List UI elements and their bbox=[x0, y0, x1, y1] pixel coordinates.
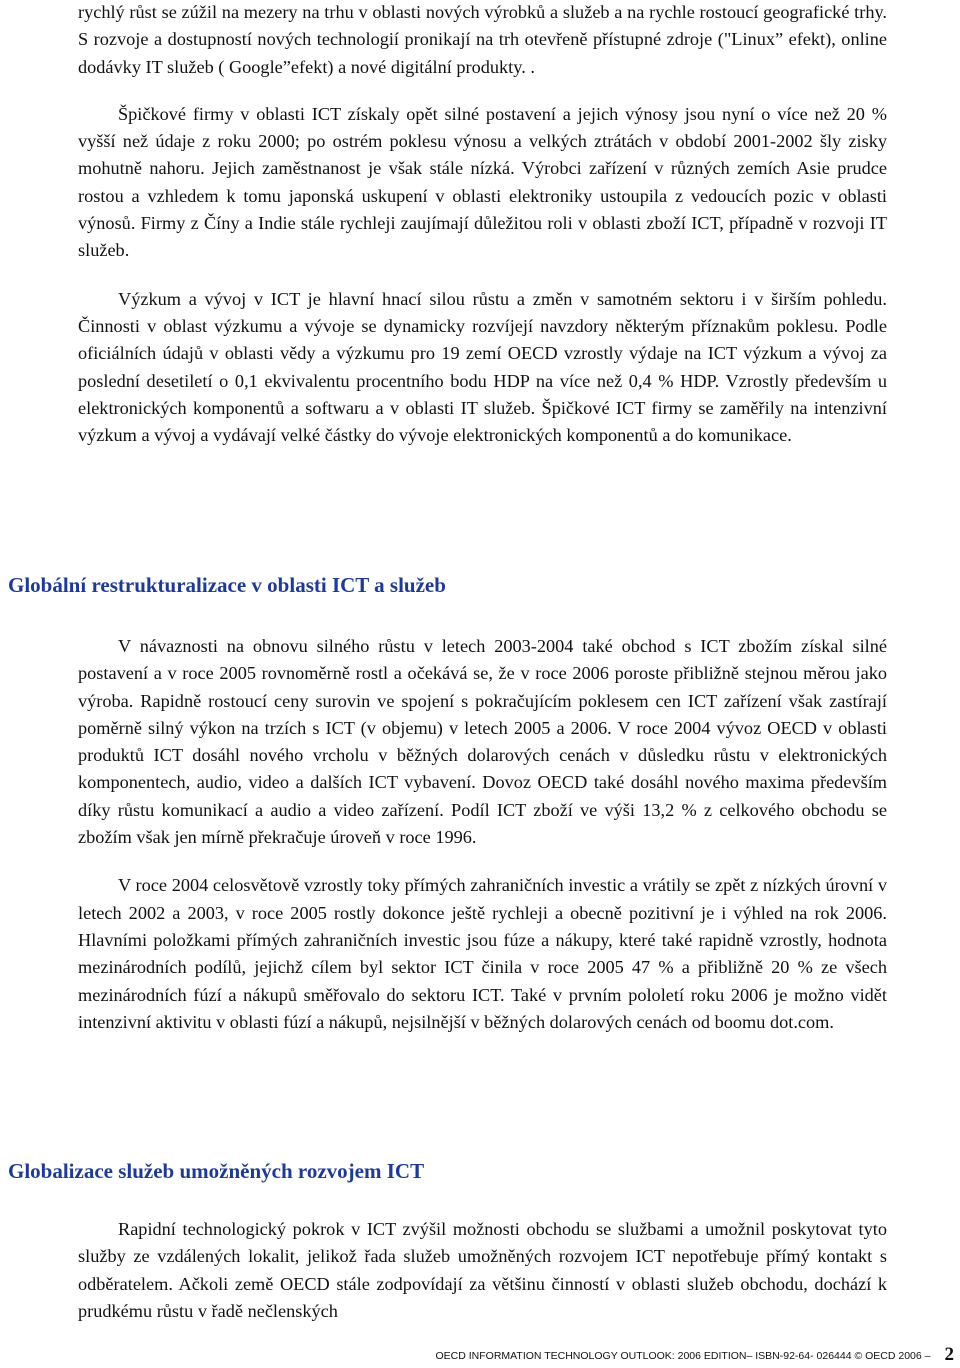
body-text-bottom bbox=[78, 1216, 887, 1325]
paragraph-services: Rapidní technologický pokrok v ICT zvýšil možnosti obchodu se službami a umožnil poskytovat tyto služby ze vzdálených lokalit, jelikož řada služeb umožněných rozvojem ICT nepotřebuje přímý kontakt s odběratelem. Ačkoli země OECD stále zodpovídají za většinu činností v oblasti služeb obchodu, dochází k prudkému růstu v řadě nečlenských bbox=[78, 1219, 887, 1321]
paragraph-ict-firms: Špičkové firmy v oblasti ICT získaly opět silné postavení a jejich výnosy jsou nyní o více než 20 % vyšší než údaje z roku 2000; po ostrém poklesu výnosu a velkých ztrátách v období 2001-2002 šly zisky mohutně nahoru. Jejich zaměstnanost je však stále nízká. Výrobci zařízení v různých zemích Asie prudce rostou a vzhledem k tomu japonská uskupení v oblasti elektroniky ustoupila z vedoucích pozic v oblasti výnosů. Firmy z Číny a Indie stále rychleji zaujímají důležitou roli v oblasti zboží ICT, případně v rozvoji IT služeb. bbox=[78, 103, 887, 261]
body-text-top bbox=[78, 0, 887, 449]
paragraph-investment: V roce 2004 celosvětově vzrostly toky přímých zahraničních investic a vrátily se zpět z nízkých úrovní v letech 2002 a 2003, v roce 2005 rostly dokonce ještě rychleji a obecně pozitivní je i výhled na rok 2006. Hlavními položkami přímých zahraničních investic jsou fúze a nákupy, které také rapidně vzrostly, hodnota mezinárodních podílů, jejichž cílem byl sektor ICT činila v roce 2005 47 % a přibližně 20 % ze všech mezinárodních fúzí a nákupů směřovalo do sektoru ICT. Také v prvním pololetí roku 2006 je možno vidět intenzivní aktivitu v oblasti fúzí a nákupů, nejsilnější v běžných dolarových cenách od boomu dot.com. bbox=[78, 875, 887, 1032]
body-text-mid bbox=[78, 600, 887, 1036]
paragraph-trade: V návaznosti na obnovu silného růstu v letech 2003-2004 také obchod s ICT zbožím získal silné postavení a v roce 2005 rovnoměrně rostl a očekává se, že v roce 2006 poroste přibližně stejnou měrou jako výroba. Rapidně rostoucí ceny surovin ve spojení s pokračujícím poklesem cen ICT zařízení však zastírají poměrně silný výkon na trzích s ICT (v objemu) v letech 2005 a 2006. V roce 2004 vývoz OECD v oblasti produktů ICT dosáhl nového vrcholu v běžných dolarových cenách v důsledku růstu v elektronických komponentech, audio, video a dalších ICT vybavení. Dovoz OECD také dosáhl nového maxima především díky růstu komunikací a audio a video zařízení. Podíl ICT zboží ve výši 13,2 % z celkového obchodu se zbožím však jen mírně překračuje úroveň v roce 1996. bbox=[78, 636, 887, 848]
section-heading-restructuring: Globální restrukturalizace v oblasti ICT a služeb bbox=[8, 573, 446, 597]
footer-citation: OECD INFORMATION TECHNOLOGY OUTLOOK: 2006 EDITION– ISBN-92-64- 026444 © OECD 2006 – bbox=[435, 1350, 931, 1362]
paragraph-continued: rychlý růst se zúžil na mezery na trhu v oblasti nových výrobků a služeb a na rychle rostoucí geografické trhy. S rozvoje a dostupností nových technologií pronikají na trh otevřeně přístupné zdroje ("Linux” efekt), online dodávky IT služeb ( Google”efekt) a nové digitální produkty. . bbox=[78, 2, 887, 77]
section-heading-globalization: Globalizace služeb umožněných rozvojem ICT bbox=[8, 1159, 425, 1183]
page-number: 2 bbox=[944, 1344, 954, 1365]
paragraph-research: Výzkum a vývoj v ICT je hlavní hnací silou růstu a změn v samotném sektoru i v širším pohledu. Činnosti v oblast výzkumu a vývoje se dynamicky rozvíjejí navzdory některým příznakům poklesu. Podle oficiálních údajů v oblasti vědy a výzkumu pro 19 zemí OECD vzrostly výdaje na ICT výzkum a vývoj za poslední desetiletí o 0,1 ekvivalentu procentního bodu HDP na více než 0,4 % HDP. Vzrostly především u elektronických komponentů a softwaru a v oblasti IT služeb. Špičkové ICT firmy se zaměřily na intenzivní výzkum a vývoj a vydávají velké částky do vývoje elektronických komponentů a do komunikace. bbox=[78, 288, 887, 446]
page-footer bbox=[435, 1344, 954, 1365]
